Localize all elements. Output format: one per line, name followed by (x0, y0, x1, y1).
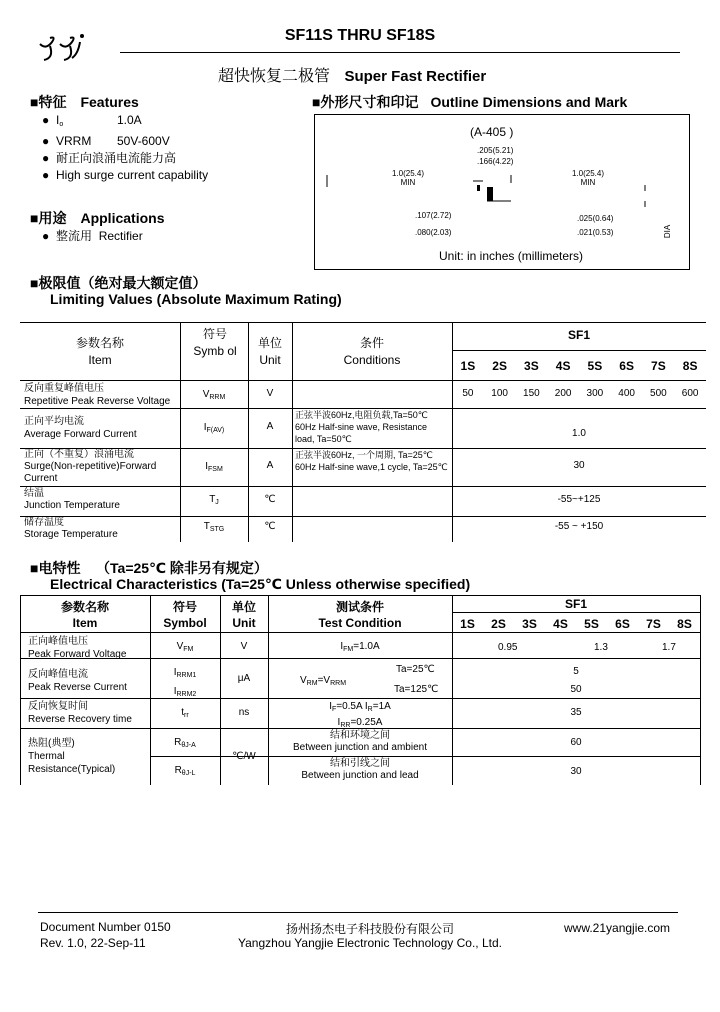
ec-trr-cond1 (268, 700, 452, 716)
ec-ir-cond-sub2: RRM (330, 680, 347, 687)
ec-rth-en2: Resistance(Typical) (28, 764, 116, 775)
ec-trr-cond2-tail: =0.25A (350, 717, 383, 728)
ec-trr-item (28, 700, 132, 726)
ec-vf-unit: V (240, 641, 248, 652)
ec-vf-cond-sub: FM (343, 646, 354, 653)
features-list (42, 112, 208, 184)
website-link[interactable]: www.21yangjie.com (564, 921, 671, 935)
lead-right-min: MIN (580, 178, 596, 187)
ec-ir-t1: Ta=25℃ (396, 664, 435, 675)
ec-rth-sym1 (150, 737, 220, 749)
lim-ifsm-value: 30 (573, 460, 585, 471)
lim-vrrm-values (452, 388, 706, 399)
lim-ifav-unit: A (266, 421, 274, 432)
ec-ir-cond-mid: =V (317, 675, 331, 686)
lim-col-unit-en: Unit (259, 353, 281, 367)
lim-row-ifsm-item (24, 449, 180, 485)
feature-vrrm: ● VRRM 50V-600V (42, 134, 170, 148)
ec-ir-v1: 5 (573, 666, 579, 677)
ec-rth-item (28, 737, 115, 776)
lim-ifsm-symbol (180, 461, 248, 473)
ec-ir-en: Peak Reverse Current (28, 682, 127, 693)
ec-vf-sym: V (176, 641, 184, 652)
lim-tj-value: -55~+125 (557, 494, 601, 505)
ec-ir-symbol (150, 665, 220, 703)
ec-rth-sub2: θJ-L (181, 770, 196, 777)
feature-io-value: 1.0A (117, 113, 142, 127)
lim-vrrm-value: 300 (586, 388, 604, 399)
ec-trr-cn: 反向恢复时间 (28, 701, 88, 712)
lim-vrrm-value: 50 (462, 388, 474, 399)
title-rule (120, 52, 680, 53)
lim-tj-en: Junction Temperature (24, 500, 120, 511)
ec-trr-cond1-sub2: R (367, 706, 373, 713)
ec-col-cond-cn: 测试条件 (335, 600, 384, 614)
dim-wire-min: .021(0.53) (577, 228, 614, 237)
ec-ir-v2: 50 (570, 684, 582, 695)
lim-part: 5S (587, 359, 603, 373)
application-item: ● 整流用 Rectifier (42, 229, 143, 243)
ec-vf-cond-tail: =1.0A (353, 641, 380, 652)
features-heading-en: Features (80, 94, 139, 110)
feature-surge-en: ● High surge current capability (42, 168, 209, 182)
ec-trr-cond1-tail: =0.5A I (336, 701, 368, 712)
ec-vf-cn: 正向峰值电压 (28, 636, 88, 647)
lim-tj-cn: 结温 (24, 488, 44, 499)
lim-tj-sym: T (209, 494, 216, 505)
ec-vf-v2: 1.3 (594, 642, 608, 653)
ec-col-symbol-en: Symbol (163, 616, 207, 630)
lead-left-min: MIN (400, 178, 416, 187)
outline-box (314, 114, 690, 270)
lim-tstg-unit: ℃ (264, 521, 276, 532)
ec-col-item-cn: 参数名称 (60, 600, 109, 614)
lim-part: 3S (524, 359, 539, 373)
lim-tj-unit: ℃ (264, 494, 276, 505)
lim-col-unit (248, 335, 292, 369)
lim-vrrm-value: 500 (650, 388, 667, 399)
ec-vf-cond (268, 641, 452, 653)
application-item-en: Rectifier (98, 229, 143, 243)
dim-body-max: .205(5.21) (477, 146, 514, 155)
footer-rule (38, 912, 678, 913)
lim-row-tj-item (24, 488, 120, 512)
ec-col-unit-cn: 单位 (231, 600, 256, 614)
ec-ir-cond-sub: RM (306, 680, 318, 687)
dim-wire-max: .025(0.64) (577, 214, 614, 223)
ec-trr-cond2-sub: RR (340, 722, 351, 729)
lim-ifav-symbol (180, 422, 248, 434)
lim-part: 7S (651, 359, 666, 373)
limiting-table (20, 322, 706, 544)
lim-tj-symbol (180, 494, 248, 506)
outline-heading-en: Outline Dimensions and Mark (430, 94, 628, 110)
lim-tstg-cn: 储存温度 (24, 517, 64, 528)
lim-tstg-en: Storage Temperature (24, 529, 118, 540)
ec-trr-unit: ns (238, 707, 250, 718)
lim-col-symbol (188, 326, 242, 360)
ec-part: 6S (615, 617, 630, 631)
ec-rth-c2-en: Between junction and lead (301, 770, 419, 781)
lim-col-item-cn: 参数名称 (75, 336, 124, 350)
lim-tj-sub: J (215, 499, 219, 506)
features-heading-cn: ■特征 (30, 94, 67, 110)
ec-part: 4S (553, 617, 568, 631)
lim-col-item-en: Item (88, 353, 112, 367)
ec-vf-en: Peak Forward Voltage (28, 649, 127, 660)
ec-ir-sym2 (150, 684, 220, 703)
ec-family: SF1 (564, 597, 587, 611)
applications-heading-cn: ■用途 (30, 210, 67, 226)
lim-col-cond-en: Conditions (343, 353, 401, 367)
feature-io-sub: o (59, 121, 64, 128)
ec-rth-cn: 热阻(典型) (28, 738, 75, 749)
feature-vrrm-value: 50V-600V (117, 134, 170, 148)
ec-col-cond (268, 599, 452, 631)
ec-rth-v1: 60 (570, 737, 582, 748)
lim-col-symbol-en: Symb ol (193, 344, 237, 358)
lim-ifsm-en: Surge(Non-repetitive)Forward Current (24, 461, 157, 484)
ec-rth-sym2-r: R (174, 765, 182, 776)
lim-tstg-value: -55 ~ +150 (554, 521, 604, 532)
ec-vf-v1: 0.95 (498, 642, 518, 653)
ec-col-item (20, 599, 150, 631)
ec-rth-en1: Thermal (28, 751, 65, 762)
unit-note: Unit: in inches (millimeters) (439, 249, 584, 263)
feature-io-label: I (56, 113, 60, 127)
ec-ir-cond-v: V (300, 675, 307, 686)
lim-vrrm-en: Repetitive Peak Reverse Voltage (24, 396, 171, 407)
ec-trr-cond1-tail2: =1A (372, 701, 391, 712)
ec-rth-c1-en: Between junction and ambient (293, 742, 427, 753)
revision: Rev. 1.0, 22-Sep-11 (40, 936, 146, 950)
ec-part: 7S (646, 617, 661, 631)
ec-col-item-en: Item (72, 616, 98, 630)
ec-vf-item (28, 635, 126, 661)
lim-vrrm-cn: 反向重复峰值电压 (24, 383, 104, 394)
lim-ifav-cn: 正向平均电流 (24, 416, 84, 427)
lim-col-unit-cn: 单位 (257, 336, 282, 350)
lim-ifav-value: 1.0 (572, 428, 586, 439)
lim-family: SF1 (567, 328, 590, 342)
lim-col-cond (292, 335, 452, 369)
feature-surge-cn-text: 耐正向浪涌电流能力高 (56, 151, 177, 165)
feature-vrrm-label: VRRM (56, 134, 92, 148)
ec-col-unit-en: Unit (232, 616, 256, 630)
lim-ifsm-sub: FSM (208, 466, 223, 473)
ec-trr-en: Reverse Recovery time (28, 714, 132, 725)
ec-rth-sym1-r: R (174, 737, 182, 748)
ec-ir-sub1: RRM1 (176, 672, 197, 679)
lim-ifsm-unit: A (266, 460, 274, 471)
lim-row-tstg-item (24, 517, 118, 541)
dia-label: DIA (663, 224, 673, 239)
ec-trr-cond (268, 700, 452, 732)
package-label: (A-405 ) (470, 125, 514, 139)
ec-part: 5S (584, 617, 599, 631)
ec-part: 1S (460, 617, 475, 631)
ec-ir-item (28, 668, 127, 694)
ec-trr-cond1-sub: F (331, 706, 337, 713)
ec-vf-sub: FM (183, 646, 194, 653)
lim-vrrm-sym: V (202, 389, 210, 400)
lim-part: 8S (682, 359, 698, 373)
ec-trr-sub: rr (184, 712, 189, 719)
electrical-heading-cn: ■电特性 （Ta=25℃ 除非另有规定） (30, 560, 268, 576)
lim-ifsm-cn: 正向（不重复）浪涌电流 (24, 449, 134, 460)
lim-tstg-sub: STG (209, 526, 225, 533)
application-item-cn: 整流用 (56, 229, 93, 243)
ec-part: 3S (522, 617, 537, 631)
ec-ir-sym2-i: I (173, 686, 177, 697)
ec-part: 2S (491, 617, 506, 631)
ec-rth-unit: ℃/W (232, 751, 256, 762)
lim-part: 2S (492, 359, 507, 373)
company-en: Yangzhou Yangjie Electronic Technology Co., Ltd. (238, 936, 502, 950)
ec-vf-v3: 1.7 (662, 642, 676, 653)
ec-parts (452, 617, 700, 631)
ec-rth-sub1: θJ-A (181, 742, 196, 749)
features-heading (30, 92, 139, 112)
ec-rth-c1-cn: 结和环境之间 (330, 730, 390, 741)
lim-ifav-sub: F(AV) (206, 427, 225, 434)
lim-ifav-cond: 正弦半波60Hz,电阻负载,Ta=50℃ 60Hz Half-sine wave, Resistance load, Ta=50℃ (295, 410, 428, 444)
ec-rth-c2-cn: 结和引线之间 (330, 758, 390, 769)
dim-body-min: .166(4.22) (477, 157, 514, 166)
lim-parts (452, 359, 706, 373)
outline-heading (312, 92, 627, 112)
ec-col-symbol (150, 599, 220, 631)
lim-part: 4S (555, 359, 571, 373)
ec-ir-t2: Ta=125℃ (394, 684, 439, 695)
ec-rth-v2: 30 (570, 766, 582, 777)
ec-part: 8S (677, 617, 692, 631)
electrical-table (20, 595, 700, 785)
ec-rth-cond2 (268, 758, 452, 782)
lim-vrrm-value: 200 (554, 388, 572, 399)
feature-io: ● $I_o$ 1.0A (42, 113, 142, 128)
ec-col-cond-en: Test Condition (318, 616, 402, 630)
lim-vrrm-sub: RRM (209, 394, 226, 401)
feature-surge-en-text: High surge current capability (56, 168, 209, 182)
lim-vrrm-value: 100 (491, 388, 508, 399)
company-cn: 扬州扬杰电子科技股份有限公司 (285, 922, 454, 936)
lim-col-symbol-cn: 符号 (202, 327, 227, 341)
ec-vf-symbol (150, 641, 220, 653)
ec-rth-sym2 (150, 765, 220, 777)
lim-row-vrrm-item (24, 382, 170, 408)
lim-part: 6S (619, 359, 634, 373)
ec-col-unit (220, 599, 268, 631)
ec-trr-symbol (150, 707, 220, 719)
ec-ir-cn: 反向峰值电流 (28, 669, 88, 680)
subtitle-cn: 超快恢复二极管 (218, 68, 331, 85)
ec-ir-unit: μA (237, 673, 251, 684)
lim-vrrm-value: 600 (681, 388, 699, 399)
ec-rth-cond1 (268, 730, 452, 754)
lim-vrrm-unit: V (266, 388, 274, 399)
dim-lead-dia-min: .080(2.03) (415, 228, 452, 237)
ec-ir-sub2: RRM2 (176, 691, 197, 698)
diode-drawing (315, 115, 689, 269)
lim-tstg-sym: T (203, 521, 210, 532)
applications-heading-en: Applications (80, 210, 165, 226)
lim-ifav-en: Average Forward Current (24, 429, 137, 440)
outline-heading-cn: ■外形尺寸和印记 (312, 94, 419, 110)
lim-ifsm-cond: 正弦半波60Hz, 一个周期, Ta=25℃ 60Hz Half-sine wave,1 cycle, Ta=25℃ (295, 450, 448, 472)
dim-lead-dia-max: .107(2.72) (415, 211, 452, 220)
ec-trr-cond2-i: I (337, 717, 341, 728)
limiting-heading-en: Limiting Values (Absolute Maximum Rating) (50, 291, 342, 307)
applications-heading (30, 208, 164, 228)
lim-vrrm-symbol (180, 389, 248, 401)
ec-ir-sym1 (150, 665, 220, 684)
lim-vrrm-value: 150 (523, 388, 540, 399)
doc-number: Document Number 0150 (40, 920, 171, 934)
ec-ir-sym1-i: I (173, 667, 177, 678)
page-title: SF11S THRU SF18S (284, 27, 436, 44)
lim-ifav-sym: I (203, 422, 207, 433)
ec-trr-value: 35 (570, 707, 582, 718)
ec-trr-sym: t (181, 707, 185, 718)
feature-surge-cn: ● 耐正向浪涌电流能力高 (42, 151, 177, 165)
subtitle-en: Super Fast Rectifier (344, 68, 487, 85)
ec-trr-cond1-i: I (329, 701, 332, 712)
limiting-heading-cn: ■极限值（绝对最大额定值） (30, 275, 207, 291)
lead-right-value: 1.0(25.4) (571, 169, 605, 178)
ec-col-symbol-cn: 符号 (172, 600, 197, 614)
lim-row-ifav-item (24, 415, 137, 441)
lim-col-item (20, 335, 180, 369)
electrical-heading-en: Electrical Characteristics (Ta=25℃ Unless otherwise specified) (50, 576, 471, 592)
lim-ifsm-sym: I (205, 461, 208, 472)
ec-ir-cond (300, 675, 346, 687)
lead-left-value: 1.0(25.4) (391, 169, 425, 178)
lim-part: 1S (460, 359, 476, 373)
ec-vf-cond-i: I (340, 641, 344, 652)
lim-col-cond-cn: 条件 (359, 336, 384, 350)
lim-tstg-symbol (180, 521, 248, 533)
lim-vrrm-value: 400 (618, 388, 635, 399)
subtitle (218, 63, 486, 86)
